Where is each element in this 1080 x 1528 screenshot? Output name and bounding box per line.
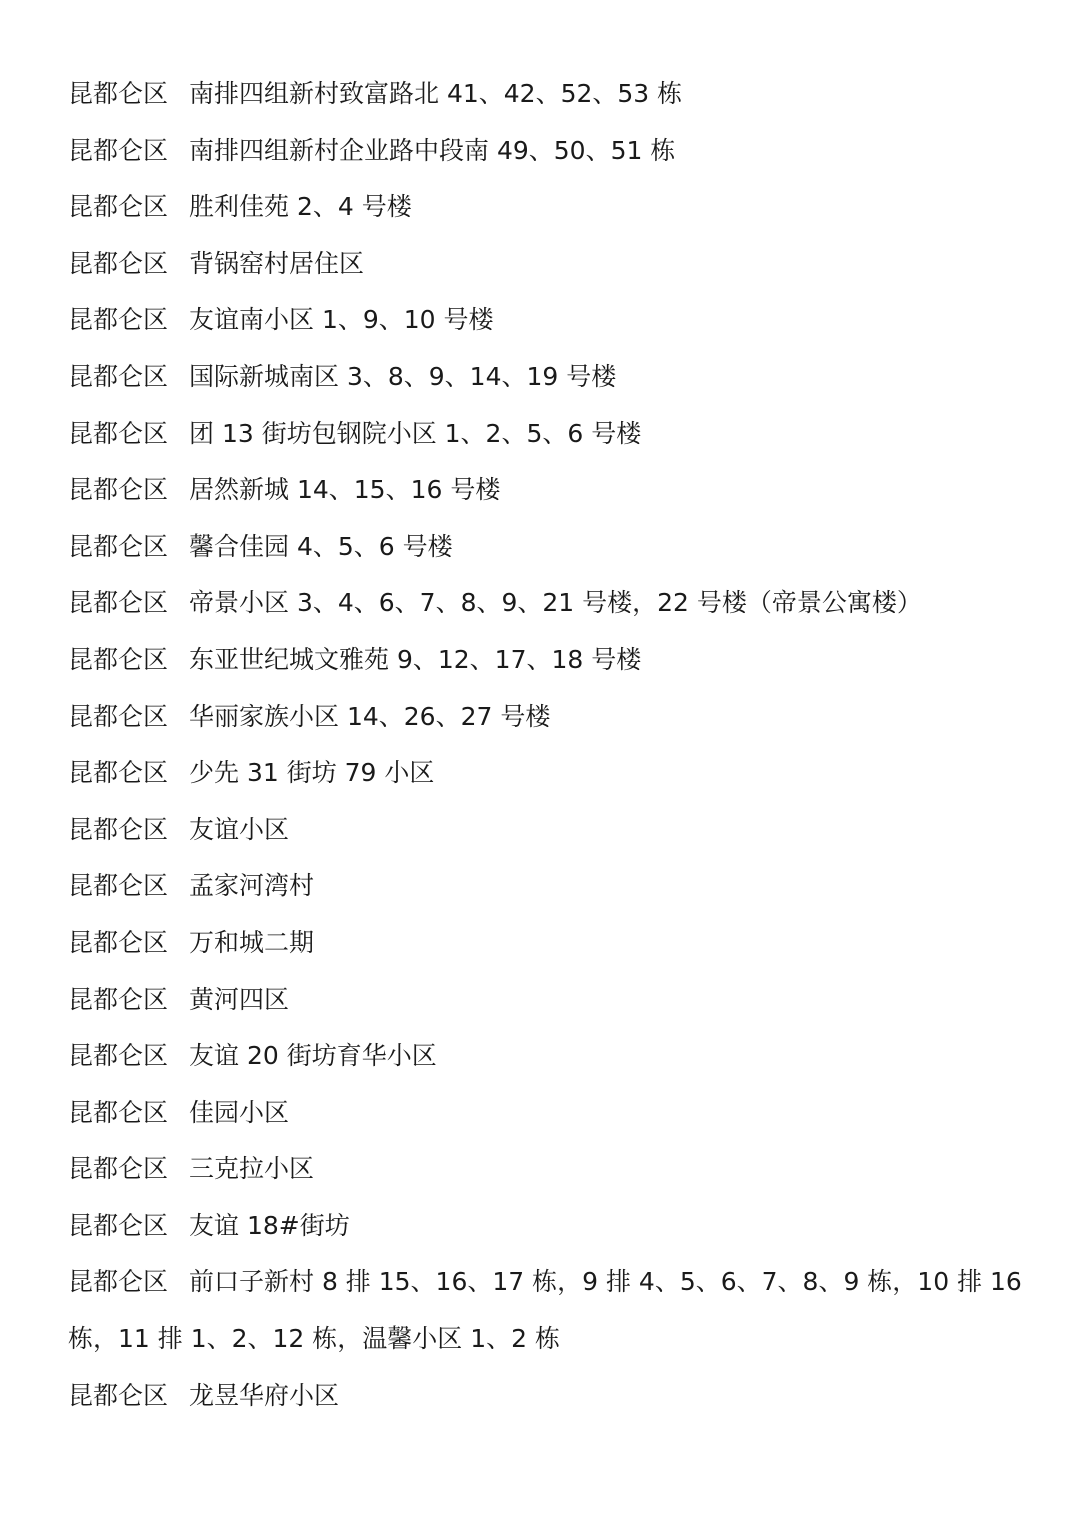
district-label: 昆都仑区 (68, 1041, 169, 1071)
district-label: 昆都仑区 (68, 361, 169, 391)
place-text: 国际新城南区 3、8、9、14、19 号楼 (189, 361, 617, 391)
district-label: 昆都仑区 (68, 927, 169, 957)
list-item (68, 1028, 1028, 1085)
place-text: 华丽家族小区 14、26、27 号楼 (189, 701, 551, 731)
place-text: 友谊 18#街坊 (189, 1210, 350, 1240)
list-item (68, 972, 1028, 1029)
district-label: 昆都仑区 (68, 758, 169, 788)
place-text: 孟家河湾村 (189, 871, 315, 901)
place-text: 馨合佳园 4、5、6 号楼 (189, 531, 453, 561)
address-list (68, 66, 1028, 1424)
list-item (68, 519, 1028, 576)
place-text: 团 13 街坊包钢院小区 1、2、5、6 号楼 (189, 418, 642, 448)
place-text: 黄河四区 (189, 984, 290, 1014)
list-item (68, 915, 1028, 972)
place-text: 帝景小区 3、4、6、7、8、9、21 号楼，22 号楼（帝景公寓楼） (189, 588, 922, 618)
list-item (68, 1198, 1028, 1255)
district-label: 昆都仑区 (68, 192, 169, 222)
place-text: 背锅窑村居住区 (189, 248, 365, 278)
list-item (68, 406, 1028, 463)
district-label: 昆都仑区 (68, 305, 169, 335)
district-label: 昆都仑区 (68, 79, 169, 108)
place-text: 三克拉小区 (189, 1154, 315, 1184)
list-item (68, 236, 1028, 293)
place-text: 南排四组新村致富路北 41、42、52、53 栋 (189, 79, 683, 108)
place-text: 佳园小区 (189, 1097, 290, 1127)
list-item (68, 745, 1028, 802)
place-text: 少先 31 街坊 79 小区 (189, 758, 435, 788)
place-text: 胜利佳苑 2、4 号楼 (189, 192, 412, 222)
district-label: 昆都仑区 (68, 1097, 169, 1127)
place-text: 万和城二期 (189, 927, 315, 957)
list-item-continuation (68, 1311, 1028, 1368)
list-item (68, 632, 1028, 689)
list-item (68, 858, 1028, 915)
list-item (68, 1085, 1028, 1142)
district-label: 昆都仑区 (68, 135, 169, 165)
list-item (68, 575, 1028, 632)
district-label: 昆都仑区 (68, 701, 169, 731)
district-label: 昆都仑区 (68, 1210, 169, 1240)
list-item (68, 1368, 1028, 1425)
district-label: 昆都仑区 (68, 1380, 169, 1410)
place-text: 友谊小区 (189, 814, 290, 844)
list-item (68, 1141, 1028, 1198)
place-text: 东亚世纪城文雅苑 9、12、17、18 号楼 (189, 644, 642, 674)
place-text-continuation: 栋，11 排 1、2、12 栋，温馨小区 1、2 栋 (68, 1324, 560, 1354)
place-text: 南排四组新村企业路中段南 49、50、51 栋 (189, 135, 676, 165)
list-item (68, 179, 1028, 236)
district-label: 昆都仑区 (68, 814, 169, 844)
list-item (68, 1254, 1028, 1311)
list-item (68, 123, 1028, 180)
list-item (68, 349, 1028, 406)
district-label: 昆都仑区 (68, 644, 169, 674)
district-label: 昆都仑区 (68, 248, 169, 278)
district-label: 昆都仑区 (68, 475, 169, 505)
list-item (68, 292, 1028, 349)
district-label: 昆都仑区 (68, 531, 169, 561)
place-text: 友谊 20 街坊育华小区 (189, 1041, 437, 1071)
district-label: 昆都仑区 (68, 418, 169, 448)
district-label: 昆都仑区 (68, 1267, 169, 1297)
district-label: 昆都仑区 (68, 588, 169, 618)
place-text: 居然新城 14、15、16 号楼 (189, 475, 501, 505)
district-label: 昆都仑区 (68, 1154, 169, 1184)
place-text: 友谊南小区 1、9、10 号楼 (189, 305, 494, 335)
list-item (68, 802, 1028, 859)
list-item (68, 66, 1028, 123)
list-item (68, 689, 1028, 746)
list-item (68, 462, 1028, 519)
place-text: 前口子新村 8 排 15、16、17 栋，9 排 4、5、6、7、8、9 栋，10 排 16 (189, 1267, 1022, 1297)
district-label: 昆都仑区 (68, 871, 169, 901)
district-label: 昆都仑区 (68, 984, 169, 1014)
place-text: 龙昱华府小区 (189, 1380, 340, 1410)
